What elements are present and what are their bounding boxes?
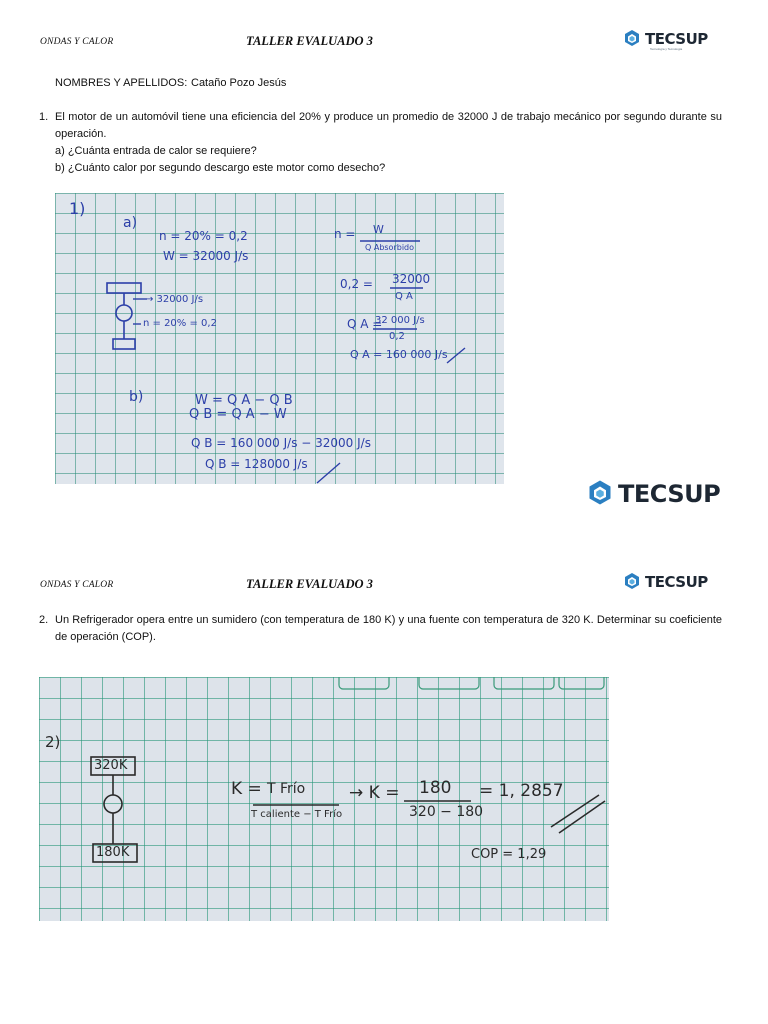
tecsup-logo bbox=[622, 29, 708, 49]
tecsup-logo-large bbox=[585, 479, 720, 509]
hw-1-label-12: n = 20% = 0,2 bbox=[143, 318, 217, 329]
hw-1-label-16: Q A = 160 000 J/s bbox=[350, 348, 448, 361]
hw-2-label-6: T caliente − T Frío bbox=[251, 809, 343, 820]
hw-1-label-14: 32 000 J/s bbox=[375, 315, 425, 326]
course-name: ONDAS Y CALOR bbox=[40, 37, 114, 47]
hw-1-label-5: n = bbox=[334, 227, 356, 241]
hw-2-label-7: → K = bbox=[349, 783, 400, 803]
hw-1-label-6: W bbox=[373, 223, 384, 236]
hw-1-label-8: 0,2 = bbox=[340, 277, 373, 291]
hw-1-label-21: Q B = 128000 J/s bbox=[205, 457, 308, 471]
tecsup-logo-text: TECSUP bbox=[645, 30, 708, 48]
course-name-page-2: ONDAS Y CALOR bbox=[40, 580, 114, 590]
hw-1-label-19: Q B = Q A − W bbox=[189, 407, 287, 422]
hw-1-label-13: Q A = bbox=[347, 317, 383, 331]
hw-1-label-7: Q Absorbido bbox=[365, 243, 415, 252]
tecsup-logo-page-2 bbox=[622, 572, 708, 592]
hw-1-label-4: W = 32000 J/s bbox=[163, 249, 249, 263]
question-1-number: 1. bbox=[39, 111, 49, 123]
tecsup-logo-tagline: Tecnología y Tecnología bbox=[650, 47, 683, 51]
hw-2-label-3: 180K bbox=[96, 845, 130, 860]
hw-2-label-2: 320K bbox=[94, 758, 128, 773]
hw-2-label-8: 180 bbox=[419, 778, 452, 798]
hw-2-label-1: 2) bbox=[45, 733, 61, 751]
hw-2-label-5: T Frío bbox=[267, 781, 306, 797]
question-1-text: El motor de un automóvil tiene una eficiencia del 20% y produce un promedio de 32000 J de trabajo mecánico por segundo durante su operación. bbox=[55, 111, 722, 140]
hw-1-label-17: b) bbox=[129, 389, 144, 405]
hw-1-label-10: Q A bbox=[395, 291, 413, 302]
document-title-page-2: TALLER EVALUADO 3 bbox=[246, 577, 373, 591]
tecsup-logo-large-icon bbox=[585, 479, 615, 509]
handwritten-solution-2-photo bbox=[39, 677, 609, 921]
hw-2-label-10: = 1, 2857 bbox=[479, 781, 564, 801]
hw-1-label-15: 0,2 bbox=[389, 331, 405, 342]
question-2-number: 2. bbox=[39, 614, 49, 626]
names-value: Cataño Pozo Jesús bbox=[191, 77, 287, 89]
question-2-text: Un Refrigerador opera entre un sumidero (con temperatura de 180 K) y una fuente con temperatura de 320 K. Determinar su coeficiente de operación (COP). bbox=[55, 614, 722, 643]
hw-1-label-20: Q B = 160 000 J/s − 32000 J/s bbox=[191, 436, 371, 450]
hw-1-label-18: W = Q A − Q B bbox=[195, 393, 293, 408]
handwritten-solution-1-photo bbox=[55, 193, 504, 484]
hw-1-label-2: a) bbox=[123, 215, 138, 231]
question-2 bbox=[39, 612, 722, 646]
hw-2-label-4: K = bbox=[231, 779, 262, 799]
question-1-part-b: b) ¿Cuánto calor por segundo descargo este motor como desecho? bbox=[55, 162, 386, 174]
document-title: TALLER EVALUADO 3 bbox=[246, 34, 373, 48]
tecsup-logo-page-2-icon bbox=[622, 572, 642, 592]
question-1-part-a: a) ¿Cuánta entrada de calor se requiere? bbox=[55, 145, 257, 157]
hw-1-label-9: 32000 bbox=[392, 272, 431, 286]
hw-2-label-9: 320 − 180 bbox=[409, 804, 484, 820]
hw-2-label-11: COP = 1,29 bbox=[471, 847, 547, 862]
tecsup-logo-large-text: TECSUP bbox=[618, 480, 721, 508]
tecsup-logo-icon bbox=[622, 29, 642, 49]
hw-1-label-3: n = 20% = 0,2 bbox=[159, 229, 248, 243]
tecsup-logo-page-2-text: TECSUP bbox=[645, 573, 708, 591]
names-label: NOMBRES Y APELLIDOS: bbox=[55, 77, 188, 89]
hw-1-label-1: 1) bbox=[69, 199, 86, 218]
hw-1-label-11: → 32000 J/s bbox=[145, 294, 204, 305]
question-1 bbox=[39, 109, 722, 177]
